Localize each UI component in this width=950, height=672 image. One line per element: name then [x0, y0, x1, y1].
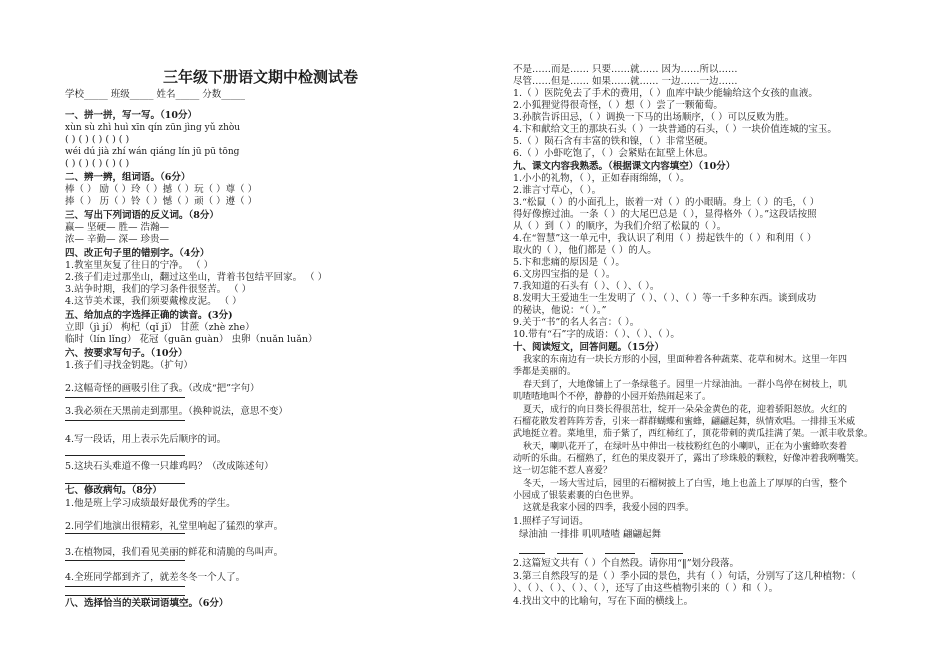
answer-line — [65, 420, 185, 421]
recall-item-10: 10.带有“石”字的成语：（ ）、（ ）、（ ）。 — [513, 329, 680, 340]
answer-line — [605, 553, 635, 554]
answer-line — [65, 455, 185, 456]
section-9-heading: 九、课文内容我熟悉。（根据课文内容填空）（10分） — [513, 161, 736, 172]
sentence-task-3: 3.我必须在天黑前走到那里。（换种说法，意思不变） — [65, 406, 288, 417]
answer-line — [65, 586, 185, 587]
passage-line: 武地挺立着。菜地里，茄子紫了，西红柿红了，顶花带刺的黄瓜挂满了架。一派丰收景象。 — [513, 429, 874, 439]
sick-sentence-1: 1.他是班上学习成绩最好最优秀的学生。 — [65, 498, 236, 509]
recall-item-7: 7.我知道的石头有（ ）、（ ）、（ ）。 — [513, 281, 660, 292]
section-10-heading: 十、阅读短文，回答问题。（15分） — [513, 342, 664, 353]
recall-item-3-line-2: 得好像擦过油。一条（ ）的大尾巴总是（ ），显得格外（ ）。”这段话按照 — [513, 209, 817, 220]
recall-item-5: 5.卞和悲痛的原因是（ ）。 — [513, 257, 625, 268]
passage-line: 石榴花散发着阵阵芳香，引来一群群蝴蝶和蜜蜂，翩翩起舞，纵情欢唱。一排排玉米威 — [513, 417, 856, 427]
pinyin-row-2: wéi dú jià zhí wán qiáng lín jū pū tōng — [65, 147, 240, 157]
sick-sentence-3: 3.在植物园，我们看见美丽的鲜花和清脆的鸟叫声。 — [65, 547, 284, 558]
passage-line: 动听的乐曲。石榴熟了，红色的果皮裂开了，露出了珍珠般的颗粒，好像冲着我咧嘴笑。 — [513, 454, 865, 464]
recall-item-3-line-3: 从（ ）到（ ）的顺序，为我们介绍了松鼠的（ ）。 — [513, 221, 727, 232]
answer-line — [65, 595, 185, 596]
recall-item-6: 6.文房四宝指的是（ ）。 — [513, 269, 616, 280]
answer-line — [65, 397, 185, 398]
section-7-heading: 七、修改病句。（8分） — [65, 485, 162, 496]
passage-line: 季都是美丽的。 — [513, 367, 577, 377]
recall-item-3-line-1: 3.“松鼠（ ）的小面孔上，嵌着一对（ ）的小眼睛。身上（ ）的毛，（ ） — [513, 197, 820, 208]
answer-line — [519, 553, 545, 554]
typo-item-4: 4.这节美术课，我们须要戴橡皮泥。 （ ） — [65, 296, 242, 307]
recall-item-8-line-1: 8.发明大王爱迪生一生发明了（ ）、（ ）、（ ）等一千多种东西。谈到成功 — [513, 293, 817, 304]
passage-line: 秋天，喇叭花开了，在绿叶丛中伸出一枝枝粉红色的小喇叭，正在为小蜜蜂吹奏着 — [523, 442, 848, 452]
recall-item-2: 2.谁言寸草心，（ ）。 — [513, 185, 602, 196]
answer-blanks-row-1: ( ) ( ) ( ) ( ) ( ) — [65, 134, 130, 145]
reading-question-1: 1.照样子写词语。 — [513, 516, 589, 527]
section-2-heading: 二、辨一辨，组词语。（6分） — [65, 172, 191, 183]
reading-question-3-line-1: 3.第三自然段写的是（ ）季小园的景色，共有（ ）句话，分别写了这几种植物：（ — [513, 571, 856, 582]
passage-line: 春天到了，大地像铺上了一条绿毯子。园里一片绿油油。一群小鸟停在树枝上，叽 — [523, 380, 848, 390]
antonym-row-1: 赢— 坚硬— 胜— 浩瀚— — [65, 222, 170, 233]
recall-item-1: 1.小小的礼物，（ ），正如春雨绵绵，（ ）。 — [513, 173, 690, 184]
exam-title: 三年级下册语文期中检测试卷 — [163, 68, 359, 86]
sick-sentence-2: 2.同学们地演出很精彩，礼堂里响起了猛烈的掌声。 — [65, 521, 284, 532]
pronunciation-row-1: 立即（jì jí） 枸杞（qǐ jǐ） 甘蔗（zhè zhe） — [65, 322, 255, 333]
answer-line — [651, 553, 683, 554]
section-6-heading: 六、按要求写句子。（10分） — [65, 348, 188, 359]
conjunction-options-row-2: 尽管……但是…… 如果……就…… 一边……一边…… — [513, 76, 738, 87]
section-1-heading: 一、拼一拼，写一写。（10分） — [65, 110, 197, 121]
conjunction-item-1: 1.（ ）医院免去了手术的费用，（ ）血库中缺少能输给这个女孩的血液。 — [513, 88, 818, 99]
typo-item-2: 2.孩子们走过那坐山，翻过这坐山，背着书包结平回家。 （ ） — [65, 272, 328, 283]
section-5-heading: 五、给加点的字选择正确的读音。(3分) — [65, 310, 233, 321]
answer-line — [65, 533, 185, 534]
recall-item-9: 9.关于“书”的名人名言：（ ）。 — [513, 317, 640, 328]
section-8-heading: 八、选择恰当的关联词语填空。（6分） — [65, 598, 229, 609]
reading-question-4: 4.找出文中的比喻句，写在下面的横线上。 — [513, 596, 694, 607]
passage-line: 这就是我家小园的四季，我爱小园的四季。 — [523, 503, 695, 513]
passage-line: 叽喳喳地叫个不停，静静的小园开始热闹起来了。 — [513, 392, 712, 402]
recall-item-8-line-2: 的秘诀，他说：“（ ）。” — [513, 305, 607, 316]
passage-line: 这一切怎能不惹人喜爱？ — [513, 466, 613, 476]
sick-sentence-4: 4.全班同学都到齐了，就差冬冬一个人了。 — [65, 572, 246, 583]
reading-question-2: 2.这篇短文共有（ ）个自然段。请你用“‖”划分段落。 — [513, 558, 740, 569]
passage-line: 夏天，成行的向日葵长得很茁壮，绽开一朵朵金黄色的花，迎着骄阳怒放。火红的 — [523, 405, 848, 415]
sentence-task-1: 1.孩子们寻找金钥匙。（扩句） — [65, 360, 193, 371]
passage-line: 小园成了银装素裹的白色世界。 — [513, 491, 640, 501]
word-group-row-2: 捧（ ） 历（ ）铃（ ）憾（ ）顽（ ）遵（ ） — [65, 196, 258, 207]
section-4-heading: 四、改正句子里的错别字。（4分） — [65, 248, 210, 259]
pinyin-row-1: xùn sù zhì huì xīn qín zūn jìng yǔ zhòu — [65, 123, 241, 133]
sentence-task-4: 4.写一段话，用上表示先后顺序的词。 — [65, 434, 227, 445]
recall-item-4-line-1: 4.在“智慧”这一单元中，我认识了利用（ ）捞起铁牛的（ ）和利用（ ） — [513, 233, 817, 244]
conjunction-item-4: 4.卞和献给文王的那块石头（ ）一块普通的石头，（ ）一块价值连城的宝玉。 — [513, 124, 837, 135]
answer-line — [65, 483, 185, 484]
student-info-line: 学校_____ 班级_____ 姓名_____ 分数_____ — [65, 89, 246, 100]
sentence-task-5: 5.这块石头难道不像一只雄鸡吗？（改成陈述句） — [65, 461, 274, 472]
section-3-heading: 三、写出下列词语的反义词。（8分） — [65, 210, 219, 221]
recall-item-4-line-2: 取火的（ ），他们都是（ ）的人。 — [513, 245, 657, 256]
answer-line — [65, 560, 185, 561]
conjunction-options-row-1: 不是……而是…… 只要……就…… 因为……所以…… — [513, 64, 738, 75]
conjunction-item-2: 2.小狐狸觉得很奇怪，（ ）想（ ）尝了一颗葡萄。 — [513, 100, 723, 111]
word-group-row-1: 棒（ ） 励（ ）玲（ ）撼（ ）玩（ ）尊（ ） — [65, 184, 258, 195]
antonym-row-2: 浓— 辛勤— 深— 珍贵— — [65, 234, 170, 245]
typo-item-3: 3.站争时期，我们的学习条件很竖苦。 （ ） — [65, 284, 252, 295]
example-words: 绿油油 一排排 叽叽喳喳 翩翩起舞 — [519, 529, 662, 540]
typo-item-1: 1.教室里灰复了往日的宁净。 （ ） — [65, 260, 214, 271]
pronunciation-row-2: 临时（lín lǐng） 花冠（guān guàn） 虫卵（nuǎn luǎn） — [65, 334, 318, 345]
sentence-task-2: 2.这幅奇怪的画吸引住了我。（改成“把”字句） — [65, 383, 260, 394]
passage-line: 我家的东南边有一块长方形的小园，里面种着各种蔬菜、花草和树木。这里一年四 — [523, 355, 848, 365]
conjunction-item-5: 5.（ ）陨石含有丰富的铁和镍，（ ）非常坚硬。 — [513, 136, 714, 147]
answer-blanks-row-2: ( ) ( ) ( ) ( ) ( ) — [65, 158, 130, 169]
conjunction-item-6: 6.（ ）小虾吃饱了，（ ）会紧贴在缸壁上休息。 — [513, 148, 714, 159]
conjunction-item-3: 3.孙膑告诉田忌，（ ）调换一下马的出场顺序，（ ）可以反败为胜。 — [513, 112, 795, 123]
passage-line: 冬天，一场大雪过后，园里的石榴树披上了白雪，地上也盖上了厚厚的白雪，整个 — [523, 479, 848, 489]
answer-line — [557, 553, 583, 554]
reading-question-3-line-2: ）、（ ）、（ ）、（ ）、（ ），还写了由这些植物引来的（ ）和（ ）。 — [513, 583, 779, 594]
